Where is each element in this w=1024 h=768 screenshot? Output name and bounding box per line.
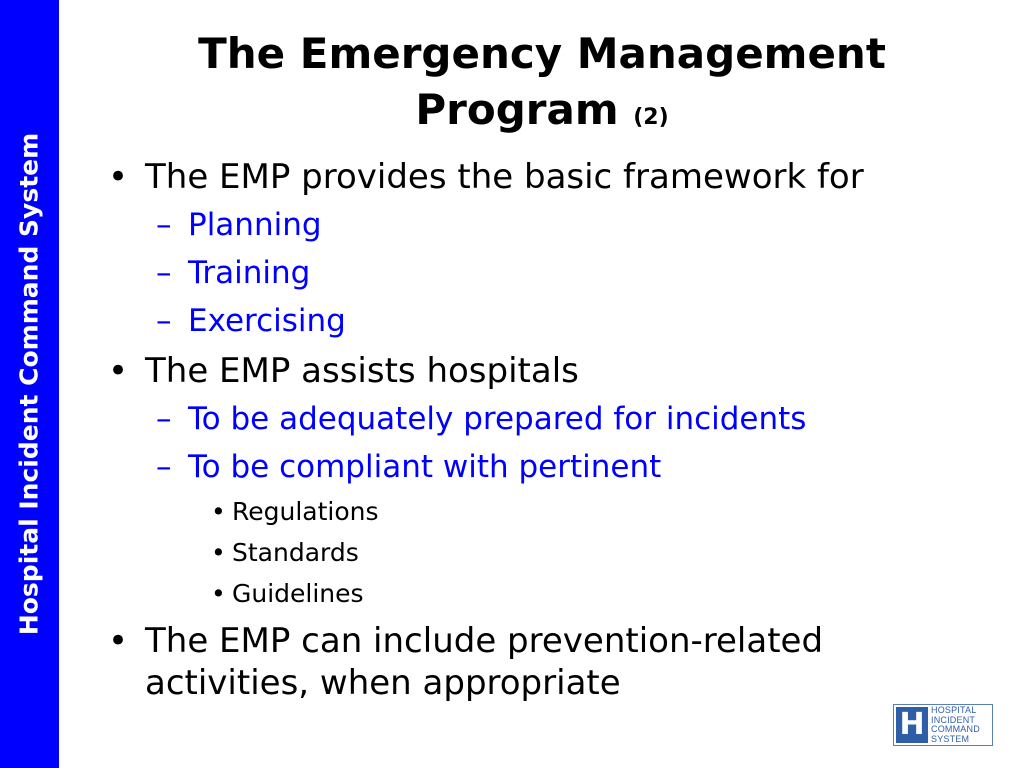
dash-icon: – bbox=[156, 255, 172, 291]
sub-sub-bullet-text: Regulations bbox=[232, 497, 379, 526]
bullet-dot: • bbox=[211, 538, 226, 567]
logo-line: COMMAND bbox=[931, 724, 980, 734]
list-item bbox=[156, 449, 662, 485]
bullet-dot: • bbox=[211, 497, 226, 526]
slide-title bbox=[112, 26, 972, 146]
bullet-text-line-2: activities, when appropriate bbox=[145, 663, 621, 703]
list-item bbox=[156, 255, 311, 291]
list-item bbox=[211, 579, 364, 609]
bullet-text-line-1: The EMP can include prevention-related bbox=[145, 621, 824, 661]
bullet-text: The EMP assists hospitals bbox=[145, 351, 579, 391]
dash-icon: – bbox=[156, 303, 172, 339]
list-item bbox=[156, 207, 322, 243]
bullet-dot: • bbox=[108, 351, 129, 391]
list-item bbox=[156, 303, 346, 339]
logo-line: SYSTEM bbox=[931, 733, 970, 744]
title-line-1: The Emergency Management bbox=[198, 29, 886, 78]
title-line-2 bbox=[112, 82, 972, 146]
sub-sub-bullet-text: Standards bbox=[232, 538, 359, 567]
sidebar-title: Hospital Incident Command System bbox=[14, 132, 44, 636]
sub-bullet-text: Planning bbox=[188, 207, 322, 243]
sub-bullet-text: To be adequately prepared for incidents bbox=[188, 401, 807, 437]
dash-icon: – bbox=[156, 401, 172, 437]
logo-line: INCIDENT bbox=[931, 714, 976, 725]
bullet-dot: • bbox=[108, 621, 129, 661]
list-item bbox=[156, 401, 807, 437]
sub-sub-bullet-text: Guidelines bbox=[232, 579, 364, 608]
sub-bullet-text: To be compliant with pertinent bbox=[188, 449, 662, 485]
dash-icon: – bbox=[156, 207, 172, 243]
bullet-text: The EMP provides the basic framework for bbox=[145, 157, 864, 197]
title-program: Program bbox=[415, 85, 619, 134]
bullet-dot: • bbox=[108, 157, 129, 197]
list-item bbox=[211, 538, 359, 568]
dash-icon: – bbox=[156, 449, 172, 485]
bullet-dot: • bbox=[211, 579, 226, 608]
sub-bullet-text: Training bbox=[188, 255, 311, 291]
title-suffix: (2) bbox=[633, 105, 669, 130]
logo-wordmark bbox=[931, 706, 980, 744]
list-item bbox=[211, 497, 379, 527]
sidebar-band bbox=[0, 0, 59, 768]
list-item-continuation bbox=[145, 664, 621, 702]
logo-line: HOSPITAL bbox=[931, 705, 977, 715]
logo-letter: H bbox=[896, 707, 928, 743]
sub-bullet-text: Exercising bbox=[188, 303, 346, 339]
hics-logo bbox=[893, 704, 993, 746]
